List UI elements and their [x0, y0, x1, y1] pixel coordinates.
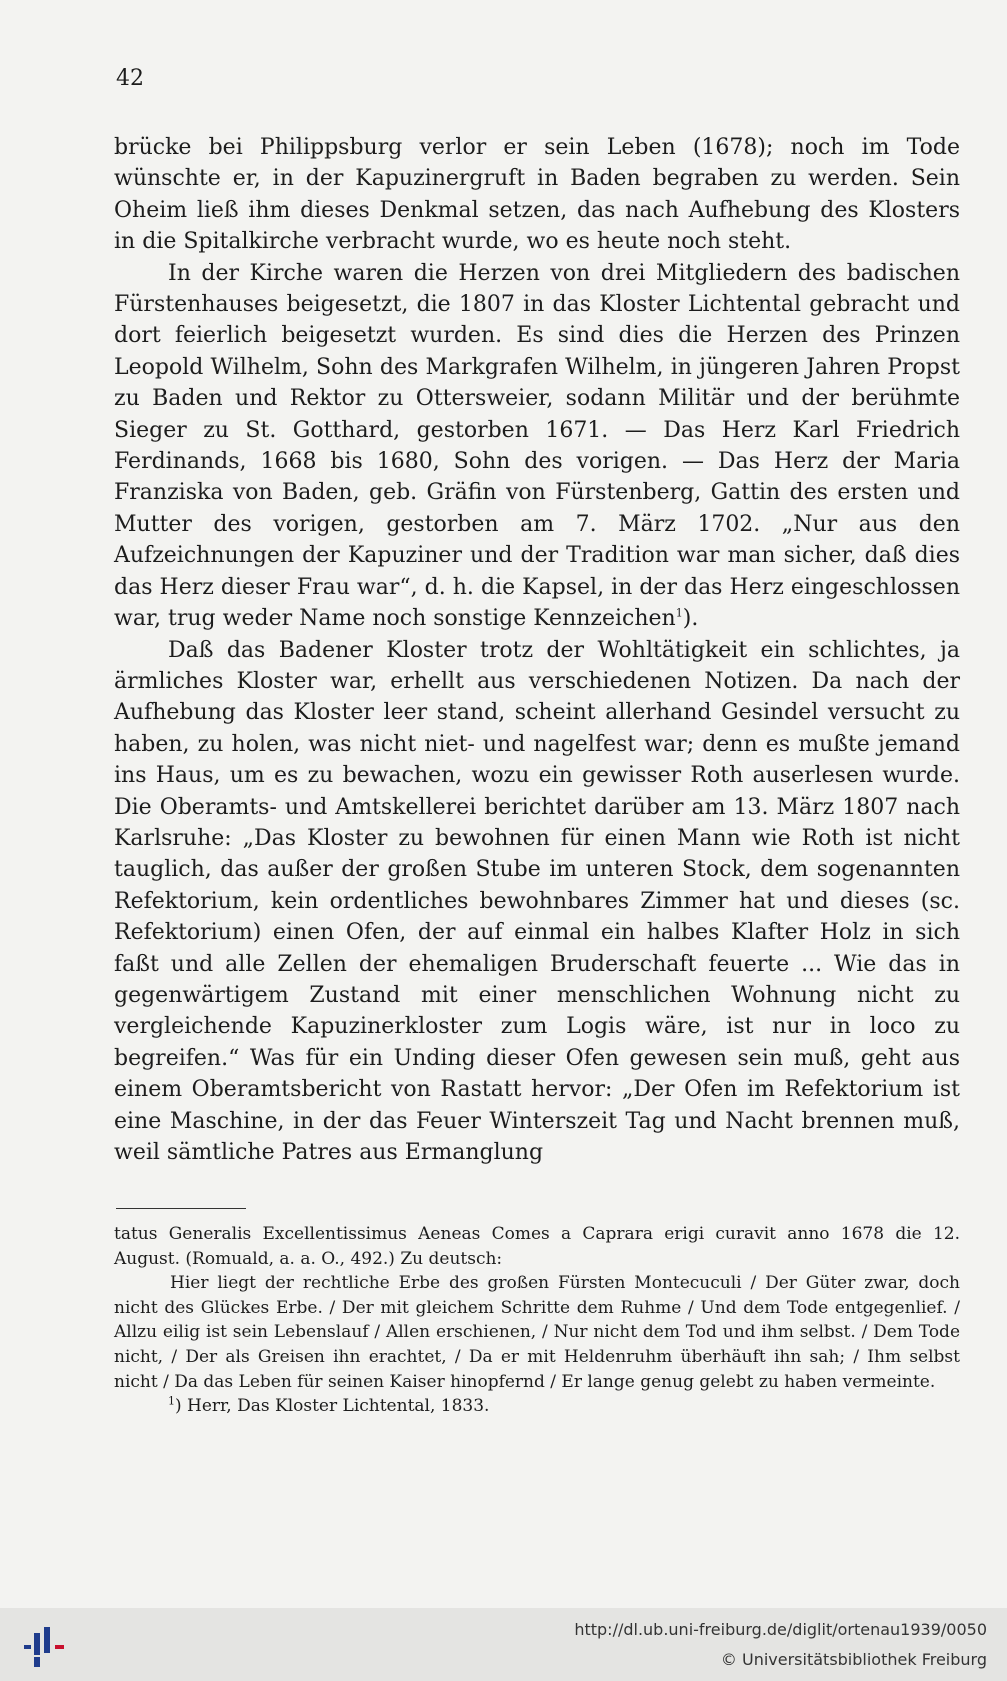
footnote-1-text: ) Herr, Das Kloster Lichtental, 1833. — [175, 1396, 490, 1417]
library-logo-icon — [22, 1625, 66, 1669]
body-text — [114, 132, 960, 1168]
paragraph-1: brücke bei Philippsburg verlor er sein Leben (1678); noch im Tode wünschte er, in der Kapuzinergruft in Baden begraben zu werden. Sein Oheim ließ ihm dieses Denkmal setzen, das nach Aufhebung des Klosters in die Spitalkirche verbracht wurde, wo es heute noch steht. — [114, 135, 960, 255]
copyright-notice: © Universitätsbibliothek Freiburg — [720, 1650, 987, 1669]
footnote-latin-inscription: tatus Generalis Excellentissimus Aeneas Comes a Caprara erigi curavit anno 1678 die 12. August. (Romuald, a. a. O., 492.) Zu deutsch: — [114, 1224, 960, 1269]
footnote-reference: 1 — [675, 606, 683, 620]
footnote-1-marker: 1 — [168, 1394, 175, 1408]
footnotes — [114, 1222, 960, 1419]
footnote-translation: Hier liegt der rechtliche Erbe des großen Fürsten Montecuculi / Der Güter zwar, doch nicht des Glückes Erbe. / Der mit gleichem Schritte dem Ruhme / Und dem Tode entgegenlief. / Allzu eilig ist sein Lebenslauf / Allen erschienen, / Nur nicht dem Tod und ihm selbst. / Dem Tode nicht, / Der als Greisen ihn erachtet, / Da er mit Heldenruhm überhäuft ihn sah; / Ihm selbst nicht / Da das Leben für seinen Kaiser hinopfernd / Er lange genug gelebt zu haben vermeinte. — [114, 1273, 960, 1392]
permalink-url[interactable]: http://dl.ub.uni-freiburg.de/diglit/ortenau1939/0050 — [574, 1620, 987, 1639]
footer-bar — [0, 1608, 1007, 1681]
page-number: 42 — [116, 66, 144, 91]
paragraph-2-end: ). — [682, 606, 699, 632]
paragraph-2 — [114, 258, 960, 635]
paragraph-2-text: In der Kirche waren die Herzen von drei Mitgliedern des badischen Fürstenhauses beigesetzt, die 1807 in das Kloster Lichtental gebracht und dort feierlich beigesetzt wurden. Es sind dies die Herzen des Prinzen Leopold Wilhelm, Sohn des Markgrafen Wilhelm, in jüngeren Jahren Propst zu Baden und Rektor zu Ottersweier, sodann Militär und der berühmte Sieger zu St. Gotthard, gestorben 1671. — Das Herz Karl Friedrich Ferdinands, 1668 bis 1680, Sohn des vorigen. — Das Herz der Maria Franziska von Baden, geb. Gräfin von Fürstenberg, Gattin des ersten und Mutter des vorigen, gestorben am 7. März 1702. „Nur aus den Aufzeichnungen der Kapuziner und der Tradition war man sicher, daß dies das Herz dieser Frau war“, d. h. die Kapsel, in der das Herz eingeschlossen war, trug weder Name noch sonstige Kennzeichen — [114, 260, 960, 632]
footnote-1 — [114, 1394, 960, 1419]
paragraph-3: Daß das Badener Kloster trotz der Wohltätigkeit ein schlichtes, ja ärmliches Kloster war, erhellt aus verschiedenen Notizen. Da nach der Aufhebung das Kloster leer stand, scheint allerhand Gesindel versucht zu haben, zu holen, was nicht niet- und nagelfest war; denn es mußte jemand ins Haus, um es zu bewachen, wozu ein gewisser Roth auserlesen wurde. Die Oberamts- und Amtskellerei berichtet darüber am 13. März 1807 nach Karlsruhe: „Das Kloster zu bewohnen für einen Mann wie Roth ist nicht tauglich, das außer der großen Stube im unteren Stock, dem sogenannten Refektorium, kein ordentliches bewohnbares Zimmer hat und dieses (sc. Refektorium) einen Ofen, der auf einmal ein halbes Klafter Holz in sich faßt und alle Zellen der ehemaligen Bruderschaft feuerte ... Wie das in gegenwärtigem Zustand mit einer menschlichen Wohnung nicht zu vergleichende Kapuzinerkloster zum Logis wäre, ist nur in loco zu begreifen.“ Was für ein Unding dieser Ofen gewesen sein muß, geht aus einem Oberamtsbericht von Rastatt hervor: „Der Ofen im Refektorium ist eine Maschine, in der das Feuer Winterszeit Tag und Nacht brennen muß, weil sämtliche Patres aus Ermanglung — [114, 637, 960, 1165]
footnote-divider — [116, 1208, 246, 1209]
